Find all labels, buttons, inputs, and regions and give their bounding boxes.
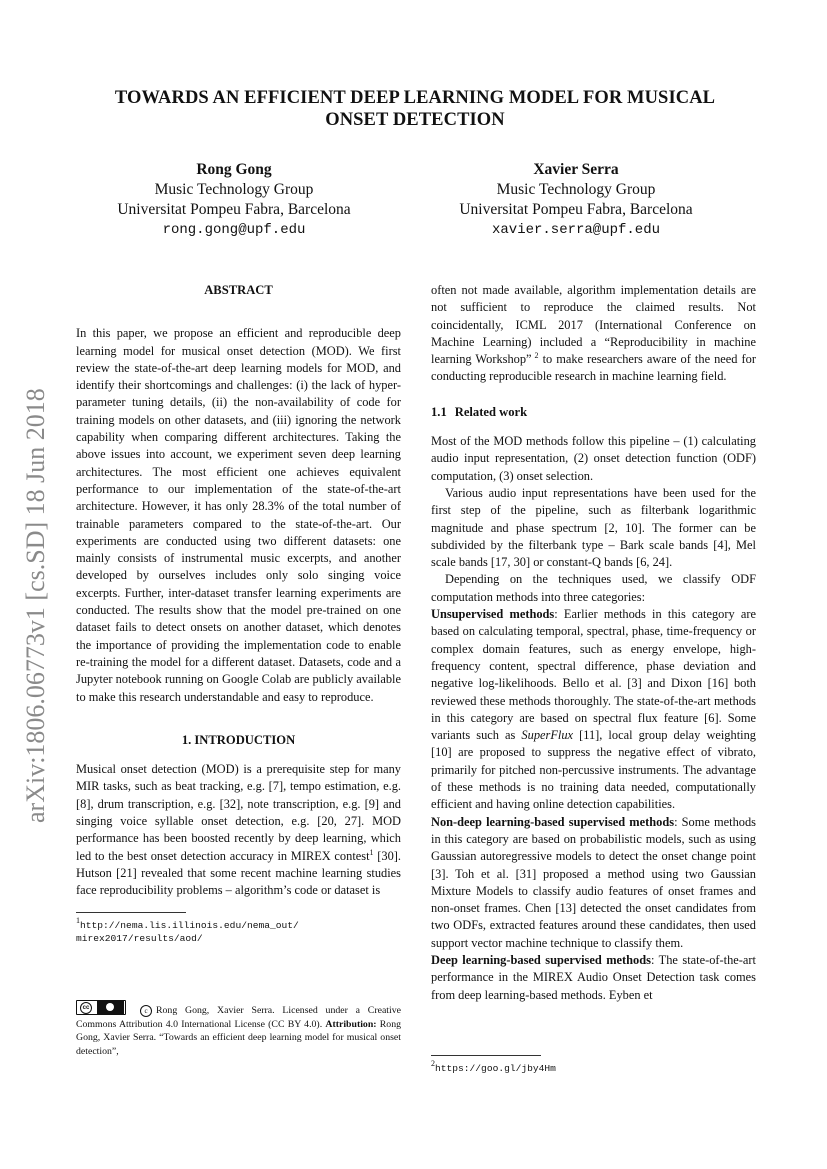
paper-title xyxy=(60,87,770,131)
footnote-mark-1[interactable]: 1 xyxy=(369,847,374,857)
cc-by-badge[interactable] xyxy=(76,1000,126,1015)
footnote-1-url-line-2[interactable]: mirex2017/results/aod/ xyxy=(76,932,203,944)
footnote-rule-right xyxy=(431,1055,541,1056)
footnote-2-mark: 2 xyxy=(431,1059,435,1068)
title-line-1: TOWARDS AN EFFICIENT DEEP LEARNING MODEL FOR MUSICAL xyxy=(114,88,716,108)
author-block-2 xyxy=(406,160,746,240)
author-affiliation: Universitat Pompeu Fabra, Barcelona xyxy=(117,201,351,218)
author-email[interactable]: rong.gong@upf.edu xyxy=(162,222,306,238)
intro-text-b: [30]. Hutson [21] revealed that some recent machine learning studies face reproducibility problems – algorithm’s code or dataset is xyxy=(76,848,402,898)
footnote-mark-2[interactable]: 2 xyxy=(531,351,539,361)
footnote-rule xyxy=(76,912,186,913)
unsupervised-text-b: [11], local group delay weighting [10] are proposed to suppress the negative effect of vibrato, primarily for pitched non-percussive instruments. The advantage of these methods is no training data needed, computationally efficient and having online detection capabilities. xyxy=(431,728,756,812)
footnote-2 xyxy=(431,1059,756,1075)
intro-continuation xyxy=(431,282,756,386)
right-column xyxy=(431,282,756,1004)
author-group: Music Technology Group xyxy=(496,181,656,198)
title-line-2: ONSET DETECTION xyxy=(325,110,505,130)
deep-learning-paragraph xyxy=(431,952,756,1004)
superflux-term: SuperFlux xyxy=(521,728,574,743)
unsupervised-text-a: : Earlier methods in this category are based on calculating temporal, spectral, phase, time-frequency or complex domain features, such as energy envelope, high-frequency content, spectral difference, phase deviation and negative log-likelihoods. Bello et al. [3] and Dixon [16] both reviewed these methods thoroughly. The state-of-the-art methods in this category are based on spectral flux feature [6]. Some variants such as xyxy=(431,607,757,743)
abstract-text: In this paper, we propose an efficient and reproducible deep learning model for musical onset detection (MOD). We first review the state-of-the-art deep learning models for MOD, and identify their shortcomings and challenges: (i) the lack of hyper-parameter tuning details, (ii) the non-availability of code for training models on other datasets, and (iii) ignoring the network capability when comparing different architectures. Taking the above issues into account, we experiment seven deep learning architectures. The most efficient one achieves equivalent performance to our implementation of the state-of-the-art architecture. However, it has only 28.3% of the total number of trainable parameters compared to the state-of-the-art. Our experiments are conducted using two different datasets: one mainly consists of instrumental music excerpts, and another developed by ourselves includes only solo singing voice excerpts. Further, inter-dataset transfer learning experiments are conducted. The results show that the model pre-trained on one dataset fails to detect onsets on another dataset, which denotes the importance of providing the implementation code to enable re-training the model for a different dataset. Datasets, code and a Jupyter notebook running on Google Colab are publicly available to make this research understandable and easy to reproduce. xyxy=(76,326,401,704)
unsupervised-label: Unsupervised methods xyxy=(431,607,555,622)
introduction-paragraph xyxy=(76,761,401,899)
deep-learning-text: : The state-of-the-art performance in the MIREX Audio Onset Detection task comes from deep learning-based methods. Eyben et xyxy=(431,952,756,1002)
non-deep-paragraph xyxy=(431,814,756,952)
author-block-1 xyxy=(64,160,404,240)
intro-cont-a: often not made available, algorithm implementation details are not sufficient to reproduce the claimed results. Not coincidentally, ICML 2017 (International Conference on Machine Learning) included a “Reproducibility in machine learning Workshop” xyxy=(431,283,756,367)
author-email[interactable]: xavier.serra@upf.edu xyxy=(491,222,661,238)
cc-logo-icon: cc xyxy=(80,1002,92,1014)
input-representation-paragraph: Various audio input representations have been used for the first step of the pipeline, such as filterbank logarithmic magnitude and phase spectrum [2, 10]. The former can be subdivided by the filterbank type – Bark scale bands [4], Mel scale bands [17, 30] or constant-Q bands [6, 24]. xyxy=(431,485,756,570)
related-work-number: 1.1 xyxy=(431,404,447,419)
author-name: Rong Gong xyxy=(196,161,272,178)
introduction-heading: 1. INTRODUCTION xyxy=(181,732,296,747)
copyright-icon: c xyxy=(140,1005,152,1017)
intro-text-a: Musical onset detection (MOD) is a prerequisite step for many MIR tasks, such as beat tracking, e.g. [7], tempo estimation, e.g. [8], drum transcription, e.g. [32], note transcription, e.g. [9] and singing voice syllable onset detection, e.g. [20, 27]. MOD performance has been boosted recently by deep learning, which led to the best onset detection accuracy in MIREX contest xyxy=(76,762,401,863)
license-text-a: Rong Gong, Xavier Serra. Licensed under a Creative Commons Attribution 4.0 International License (CC BY 4.0). xyxy=(76,1005,401,1030)
abstract-heading: ABSTRACT xyxy=(204,283,273,297)
author-group: Music Technology Group xyxy=(154,181,314,198)
odf-categories-paragraph: Depending on the techniques used, we classify ODF computation methods into three categories: xyxy=(431,572,756,604)
attribution-label: Attribution: xyxy=(325,1018,377,1030)
author-name: Xavier Serra xyxy=(533,161,619,178)
non-deep-label: Non-deep learning-based supervised methods xyxy=(431,814,675,829)
footnote-1-mark: 1 xyxy=(76,915,80,925)
by-person-icon xyxy=(97,1001,124,1014)
unsupervised-paragraph xyxy=(431,606,756,814)
related-work-heading xyxy=(431,404,756,421)
deep-learning-label: Deep learning-based supervised methods xyxy=(431,952,651,967)
footnote-1-url-line-1[interactable]: http://nema.lis.illinois.edu/nema_out/ xyxy=(80,919,299,931)
related-work-title: Related work xyxy=(454,404,528,419)
footnote-1 xyxy=(76,915,401,945)
intro-cont-b: to make researchers aware of the need for conducting reproducible research in machine learning field. xyxy=(431,352,757,384)
arxiv-stamp: arXiv:1806.06773v1 [cs.SD] 18 Jun 2018 xyxy=(21,388,50,824)
author-affiliation: Universitat Pompeu Fabra, Barcelona xyxy=(459,201,693,218)
license-text-b: Rong Gong, Xavier Serra. “Towards an efficient deep learning model for musical onset detection”, xyxy=(76,1018,402,1057)
non-deep-text: : Some methods in this category are based on probabilistic models, such as using Gaussian autoregressive models to detect the onset change point [3]. Toh et al. [31] proposed a method using two Gaussian Mixture Models to classify audio features of onset frames and non-onset frames. Chen [13] detected the onset candidates from two ODFs, extracted features around these candidates, then used support vector machine technique to classify them. xyxy=(431,814,756,950)
license-block xyxy=(76,1000,401,1058)
footnote-2-block xyxy=(431,1043,756,1075)
footnote-2-url[interactable]: https://goo.gl/jby4Hm xyxy=(435,1063,556,1074)
left-column xyxy=(76,282,401,945)
pipeline-paragraph: Most of the MOD methods follow this pipeline – (1) calculating audio input representation, (2) onset detection function (ODF) computation, (3) onset selection. xyxy=(431,434,756,483)
